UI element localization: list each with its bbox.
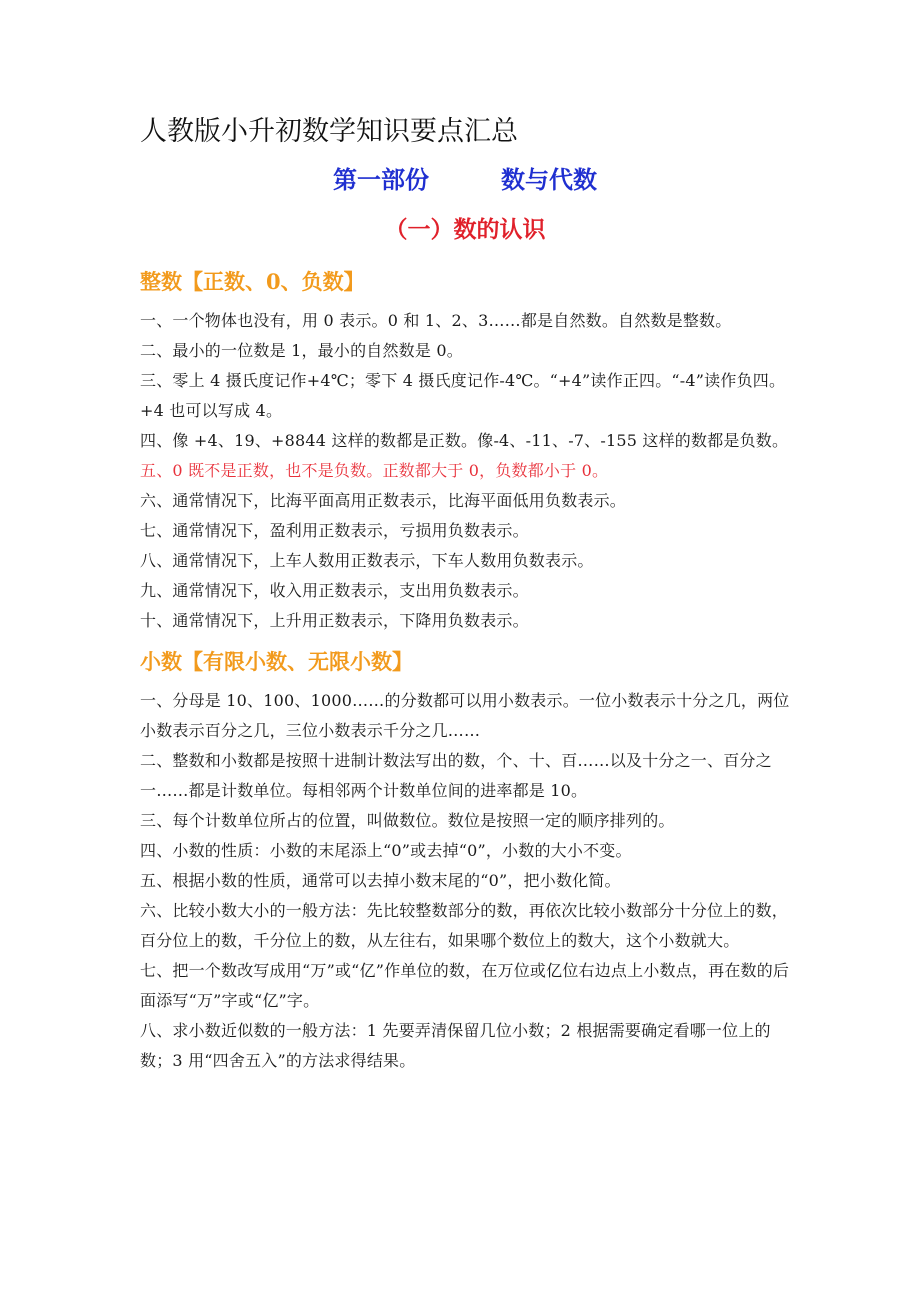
list-item: 七、通常情况下，盈利用正数表示，亏损用负数表示。: [140, 521, 529, 540]
list-item: 八、通常情况下，上车人数用正数表示，下车人数用负数表示。: [140, 551, 594, 570]
list-item: 一、分母是 10、100、1000……的分数都可以用小数表示。一位小数表示十分之几，两位小数表示百分之几，三位小数表示千分之几……: [140, 691, 790, 740]
section-title-integers: 整数【正数、0、负数】: [140, 269, 365, 294]
list-item: 四、小数的性质：小数的末尾添上“0”或去掉“0”，小数的大小不变。: [140, 841, 632, 860]
part-title: [140, 162, 790, 198]
list-item: 一、一个物体也没有，用 0 表示。0 和 1、2、3……都是自然数。自然数是整数。: [140, 311, 732, 330]
list-item: 八、求小数近似数的一般方法：1 先要弄清保留几位小数；2 根据需要确定看哪一位上的数；3 用“四舍五入”的方法求得结果。: [140, 1021, 771, 1070]
list-item: 三、零上 4 摄氏度记作+4℃；零下 4 摄氏度记作-4℃。“+4”读作正四。“-4”读作负四。 +4 也可以写成 4。: [140, 371, 786, 420]
list-item: 六、通常情况下，比海平面高用正数表示，比海平面低用负数表示。: [140, 491, 627, 510]
part-label: 第一部份: [333, 165, 429, 194]
section-items-decimals: [140, 686, 790, 1076]
list-item: 九、通常情况下，收入用正数表示，支出用负数表示。: [140, 581, 529, 600]
list-item-highlighted: 五、0 既不是正数，也不是负数。正数都大于 0，负数都小于 0。: [140, 461, 609, 480]
list-item: 十、通常情况下，上升用正数表示，下降用负数表示。: [140, 611, 529, 630]
chapter-title: （一）数的认识: [384, 216, 546, 243]
document-title: 人教版小升初数学知识要点汇总: [140, 116, 518, 147]
list-item: 四、像 +4、19、+8844 这样的数都是正数。像-4、-11、-7、-155 这样的数都是负数。: [140, 431, 789, 450]
list-item: 六、比较小数大小的一般方法：先比较整数部分的数，再依次比较小数部分十分位上的数，百分位上的数，千分位上的数，从左往右，如果哪个数位上的数大，这个小数就大。: [140, 901, 789, 950]
part-name: 数与代数: [501, 165, 597, 194]
list-item: 三、每个计数单位所占的位置，叫做数位。数位是按照一定的顺序排列的。: [140, 811, 675, 830]
list-item: 二、整数和小数都是按照十进制计数法写出的数，个、十、百……以及十分之一、百分之一……都是计数单位。每相邻两个计数单位间的进率都是 10。: [140, 751, 772, 800]
list-item: 七、把一个数改写成用“万”或“亿”作单位的数，在万位或亿位右边点上小数点，再在数的后面添写“万”字或“亿”字。: [140, 961, 790, 1010]
list-item: 五、根据小数的性质，通常可以去掉小数末尾的“0”，把小数化简。: [140, 871, 621, 890]
document-page: [140, 112, 790, 1076]
section-title-decimals: 小数【有限小数、无限小数】: [140, 649, 413, 674]
section-items-integers: [140, 306, 790, 636]
list-item: 二、最小的一位数是 1，最小的自然数是 0。: [140, 341, 463, 360]
